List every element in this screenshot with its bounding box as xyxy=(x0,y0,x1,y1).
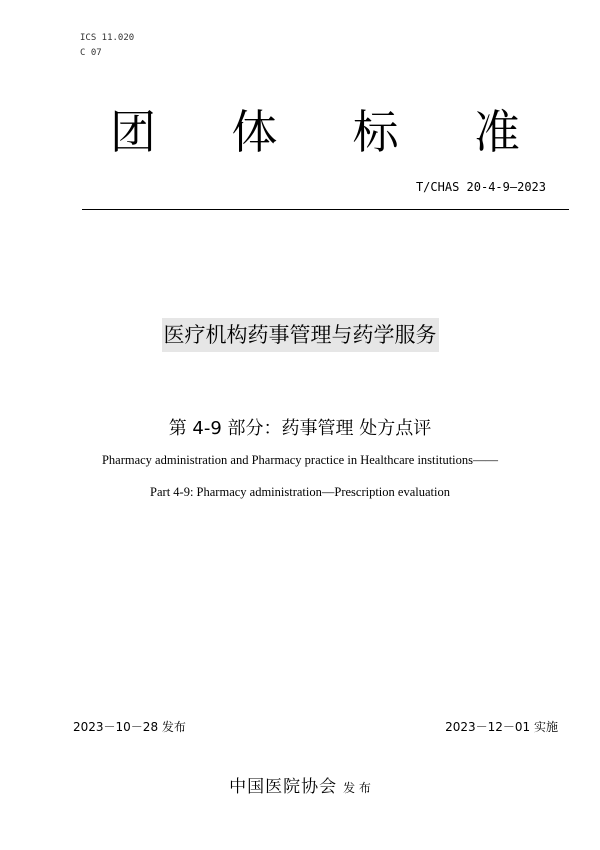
title-char: 团 xyxy=(110,105,156,159)
header-divider xyxy=(82,209,569,210)
title-char: 标 xyxy=(352,105,399,159)
main-title-block xyxy=(0,318,600,352)
issue-date: 2023－10－28 发布 xyxy=(73,720,186,734)
standard-code: T/CHAS 20-4-9—2023 xyxy=(415,180,546,194)
publish-label: 发 布 xyxy=(343,781,371,795)
part-title: 第 4-9 部分：药事管理 处方点评 xyxy=(168,418,432,439)
title-char: 体 xyxy=(231,105,278,159)
document-type-title xyxy=(110,104,520,160)
english-title-line1: Pharmacy administration and Pharmacy practice in Healthcare institutions—— xyxy=(101,453,499,467)
ccs-code: C 07 xyxy=(80,48,102,58)
title-char: 准 xyxy=(473,105,520,159)
publisher-line xyxy=(0,772,600,797)
publisher-organization: 中国医院协会 xyxy=(229,777,338,797)
ics-code: ICS 11.020 xyxy=(80,33,135,43)
implement-date: 2023－12－01 实施 xyxy=(445,720,558,734)
main-title: 医疗机构药事管理与药学服务 xyxy=(162,318,439,352)
english-title-line2: Part 4-9: Pharmacy administration—Prescription evaluation xyxy=(150,485,450,499)
